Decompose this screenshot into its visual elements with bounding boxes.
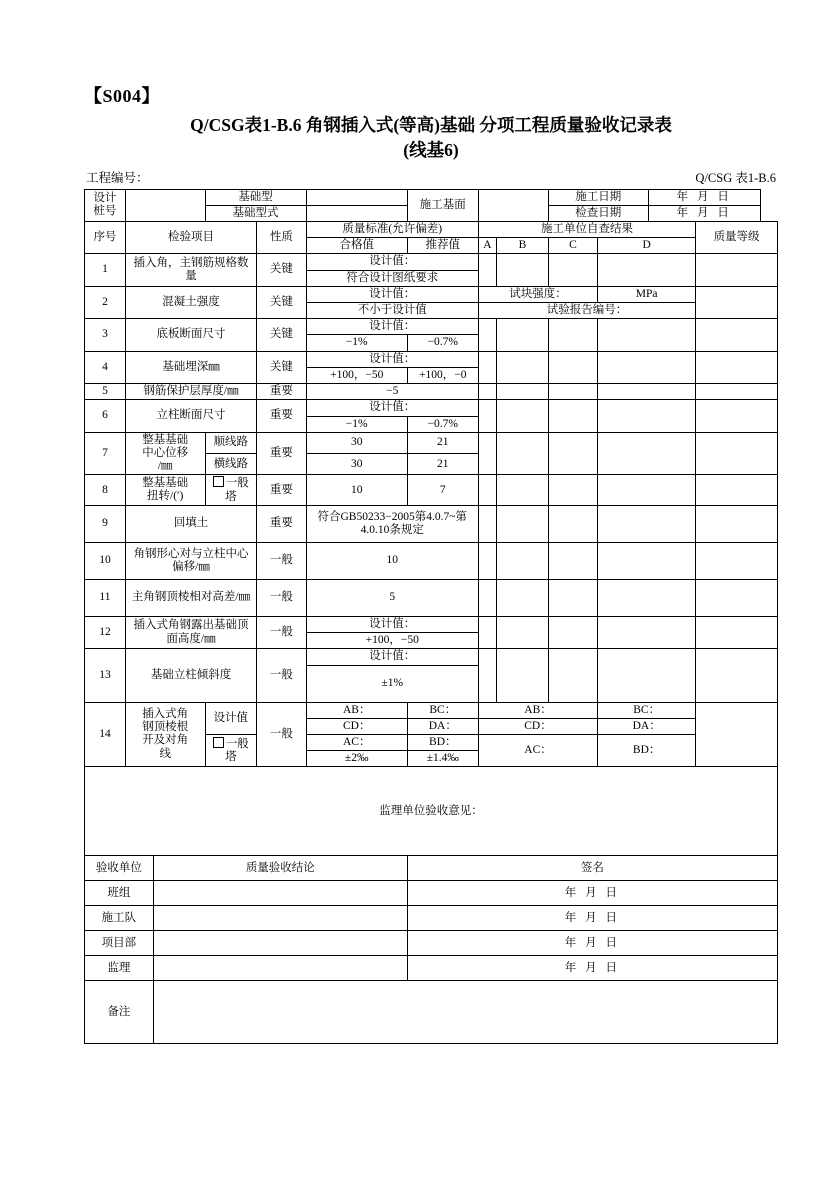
- row-item-line1: 整基基础: [142, 476, 189, 489]
- table-row: [85, 351, 778, 367]
- row-c[interactable]: [548, 400, 598, 432]
- row-checkbox-label: 一般塔: [225, 737, 249, 764]
- row-seq: 13: [85, 649, 126, 702]
- table-row: [85, 432, 778, 453]
- signature-row: [85, 881, 778, 906]
- row-grade[interactable]: [696, 384, 778, 400]
- row-d[interactable]: [598, 400, 696, 432]
- foundation-type-value[interactable]: [306, 189, 407, 205]
- pair-right-1: BC：: [407, 702, 478, 718]
- design-label-line2: 桩号: [93, 205, 117, 218]
- row-recommended: −0.7%: [407, 335, 478, 351]
- inspect-date-value[interactable]: 年 月 日: [648, 205, 760, 221]
- row-merged-value: 10: [306, 542, 478, 579]
- unit-sign-date[interactable]: 年 月 日: [407, 956, 777, 981]
- row-item: 主角钢顶棱相对高差/㎜: [125, 579, 256, 616]
- row-recommended: −0.7%: [407, 416, 478, 432]
- col-a: A: [478, 238, 496, 254]
- row-d[interactable]: [598, 616, 696, 648]
- row-item-line1: 插入式角: [142, 708, 189, 721]
- row-design-value-label: 设计值: [205, 702, 257, 734]
- row-b[interactable]: [497, 505, 549, 542]
- row-qualified: 30: [306, 432, 407, 453]
- col-c: C: [548, 238, 598, 254]
- row-c[interactable]: [548, 649, 598, 702]
- row-nature: 一般: [257, 649, 307, 702]
- row-merged-value: −5: [306, 384, 478, 400]
- row-qualified: 10: [306, 475, 407, 505]
- row-a[interactable]: [478, 649, 496, 702]
- unit-sign-date[interactable]: 年 月 日: [407, 881, 777, 906]
- row-d[interactable]: [598, 319, 696, 351]
- row-item: 混凝土强度: [125, 286, 256, 318]
- row-a[interactable]: [478, 351, 496, 383]
- row-nature: 一般: [257, 542, 307, 579]
- row-b[interactable]: [497, 432, 549, 475]
- row-item: 基础立柱倾斜度: [125, 649, 256, 702]
- row-design-label: 设计值：: [306, 649, 478, 665]
- row-nature: 关键: [257, 319, 307, 351]
- row-b[interactable]: [497, 319, 549, 351]
- unit-sign-date[interactable]: 年 月 日: [407, 931, 777, 956]
- row-grade[interactable]: [696, 542, 778, 579]
- row-item: 角钢形心对与立柱中心偏移/㎜: [125, 542, 256, 579]
- col-item: 检验项目: [125, 221, 256, 253]
- signature-header: 签名: [407, 856, 777, 881]
- supervision-opinion-row: [85, 767, 778, 856]
- table-row: [85, 702, 778, 718]
- row-nature: 关键: [257, 286, 307, 318]
- row-qualified: −1%: [306, 335, 407, 351]
- col-recommended: 推荐值: [407, 238, 478, 254]
- row-item-line2: 扭转/(′): [147, 490, 184, 503]
- col-qualified: 合格值: [306, 238, 407, 254]
- row-grade[interactable]: [696, 432, 778, 475]
- test-strength-label: 试块强度：: [478, 286, 597, 302]
- row-d[interactable]: [598, 505, 696, 542]
- row-d[interactable]: [598, 432, 696, 475]
- row-seq: 11: [85, 579, 126, 616]
- row-checkbox-cell[interactable]: [205, 475, 257, 505]
- row-nature: 一般: [257, 579, 307, 616]
- unit-conclusion[interactable]: [153, 931, 407, 956]
- row-nature: 重要: [257, 384, 307, 400]
- test-strength-unit: MPa: [598, 286, 696, 302]
- row-grade[interactable]: [696, 475, 778, 505]
- construction-base-label: 施工基面: [407, 189, 478, 221]
- row-c[interactable]: [548, 616, 598, 648]
- foundation-type-label: 基础型: [205, 189, 306, 205]
- form-no: Q/CSG 表1-B.6: [695, 170, 776, 185]
- unit-sign-date[interactable]: 年 月 日: [407, 906, 777, 931]
- unit-conclusion[interactable]: [153, 956, 407, 981]
- checkbox-icon[interactable]: [213, 737, 224, 748]
- row-grade[interactable]: [696, 351, 778, 383]
- table-row: [85, 649, 778, 665]
- row-b[interactable]: [497, 616, 549, 648]
- row-seq: 2: [85, 286, 126, 318]
- row-c[interactable]: [548, 254, 598, 286]
- row-design-label: 设计值：: [306, 351, 478, 367]
- row-nature: 关键: [257, 351, 307, 383]
- row-nature: 重要: [257, 475, 307, 505]
- row-item: 插入角，主钢筋规格数量: [125, 254, 256, 286]
- form-code: 【S004】: [84, 86, 161, 106]
- row-qualified: 30: [306, 454, 407, 475]
- row-b[interactable]: [497, 254, 549, 286]
- row-merged-value: +100，−50: [306, 633, 478, 649]
- row-seq: 4: [85, 351, 126, 383]
- table-row: [85, 286, 778, 302]
- row-item-line3: 开及对角: [142, 734, 189, 747]
- row-recommended: 21: [407, 454, 478, 475]
- test-report-no-label: 试验报告编号：: [478, 303, 695, 319]
- col-grade: 质量等级: [696, 221, 778, 253]
- row-b[interactable]: [497, 400, 549, 432]
- row-a[interactable]: [478, 475, 496, 505]
- col-seq: 序号: [85, 221, 126, 253]
- row-c[interactable]: [548, 505, 598, 542]
- construction-date-value[interactable]: 年 月 日: [648, 189, 760, 205]
- row-item: [125, 475, 205, 505]
- pair-left-3: AC：: [306, 734, 407, 750]
- row-grade[interactable]: [696, 702, 778, 767]
- row-subitem-2: 横线路: [205, 454, 257, 475]
- row-d[interactable]: [598, 254, 696, 286]
- row-d[interactable]: [598, 351, 696, 383]
- construction-base-value[interactable]: [478, 189, 548, 221]
- design-pile-no-value[interactable]: [125, 189, 205, 221]
- row-checkbox-label: 一般塔: [225, 477, 249, 503]
- col-nature: 性质: [257, 221, 307, 253]
- row-grade[interactable]: [696, 616, 778, 648]
- row-nature: 一般: [257, 702, 307, 767]
- row-a[interactable]: [478, 319, 496, 351]
- row-grade[interactable]: [696, 579, 778, 616]
- self-left-1[interactable]: AB：: [478, 702, 597, 718]
- row-seq: 6: [85, 400, 126, 432]
- row-d[interactable]: [598, 649, 696, 702]
- remark-label: 备注: [85, 981, 154, 1044]
- row-seq: 8: [85, 475, 126, 505]
- remark-value[interactable]: [153, 981, 777, 1044]
- row-item: 钢筋保护层厚度/㎜: [125, 384, 256, 400]
- pair-left-1: AB：: [306, 702, 407, 718]
- table-row: [85, 400, 778, 416]
- row-b[interactable]: [497, 579, 549, 616]
- row-merged-value: 符合设计图纸要求: [306, 270, 478, 286]
- table-row: [85, 384, 778, 400]
- col-d: D: [598, 238, 696, 254]
- document-title-line2: (线基6): [403, 139, 459, 160]
- row-checkbox-cell[interactable]: [205, 734, 257, 766]
- design-label-line1: 设计: [93, 192, 117, 204]
- row-recommended: ±1.4‰: [407, 751, 478, 767]
- row-a[interactable]: [478, 505, 496, 542]
- row-item-line2: 中心位移: [142, 447, 189, 459]
- row-d[interactable]: [598, 542, 696, 579]
- row-seq: 7: [85, 432, 126, 475]
- unit-name: 班组: [85, 881, 154, 906]
- row-d[interactable]: [598, 384, 696, 400]
- row-item-line4: 线: [159, 747, 171, 760]
- table-row: [85, 616, 778, 632]
- row-b[interactable]: [497, 351, 549, 383]
- conclusion-header: 质量验收结论: [153, 856, 407, 881]
- signature-header-row: [85, 856, 778, 881]
- row-b[interactable]: [497, 542, 549, 579]
- row-b[interactable]: [497, 475, 549, 505]
- row-merged-value: 5: [306, 579, 478, 616]
- row-merged-value: ±1%: [306, 665, 478, 702]
- checkbox-icon[interactable]: [213, 476, 224, 487]
- self-left-2[interactable]: CD：: [478, 718, 597, 734]
- row-item: [125, 432, 205, 475]
- document-title-line1: Q/CSG表1-B.6 角钢插入式(等高)基础 分项工程质量验收记录表: [190, 115, 672, 135]
- table-header-row-1: [85, 221, 778, 237]
- row-grade[interactable]: [696, 505, 778, 542]
- pair-right-3: BD：: [407, 734, 478, 750]
- signature-row: [85, 906, 778, 931]
- document-body: [84, 82, 778, 1044]
- unit-name: 项目部: [85, 931, 154, 956]
- self-right-3[interactable]: BD：: [598, 734, 696, 766]
- row-seq: 1: [85, 254, 126, 286]
- design-pile-no-label: [85, 189, 126, 221]
- row-a[interactable]: [478, 254, 496, 286]
- row-design-label: 设计值：: [306, 616, 478, 632]
- subheader-line: [86, 168, 776, 186]
- row-d[interactable]: [598, 475, 696, 505]
- col-self-check: 施工单位自查结果: [478, 221, 695, 237]
- row-merged-value: 符合GB50233−2005第4.0.7~第4.0.10条规定: [306, 505, 478, 542]
- signature-row: [85, 931, 778, 956]
- row-b[interactable]: [497, 649, 549, 702]
- construction-date-label: 施工日期: [548, 189, 648, 205]
- row-seq: 3: [85, 319, 126, 351]
- row-item-line2: 钢顶棱根: [142, 721, 189, 734]
- row-a[interactable]: [478, 542, 496, 579]
- row-grade[interactable]: [696, 254, 778, 286]
- row-c[interactable]: [548, 542, 598, 579]
- self-right-1[interactable]: BC：: [598, 702, 696, 718]
- row-a[interactable]: [478, 400, 496, 432]
- row-item-line1: 整基基础: [142, 433, 189, 446]
- pair-right-2: DA：: [407, 718, 478, 734]
- remark-row: [85, 981, 778, 1044]
- row-grade[interactable]: [696, 319, 778, 351]
- row-seq: 12: [85, 616, 126, 648]
- row-recommended: +100，−0: [407, 367, 478, 383]
- row-seq: 14: [85, 702, 126, 767]
- row-item: 插入式角钢露出基础顶面高度/㎜: [125, 616, 256, 648]
- row-design-label: 设计值：: [306, 319, 478, 335]
- unit-name: 监理: [85, 956, 154, 981]
- row-c[interactable]: [548, 475, 598, 505]
- row-recommended: 7: [407, 475, 478, 505]
- row-qualified: ±2‰: [306, 751, 407, 767]
- row-a[interactable]: [478, 579, 496, 616]
- row-seq: 10: [85, 542, 126, 579]
- row-c[interactable]: [548, 351, 598, 383]
- row-qualified: +100，−50: [306, 367, 407, 383]
- row-a[interactable]: [478, 384, 496, 400]
- row-b[interactable]: [497, 384, 549, 400]
- signature-row: [85, 956, 778, 981]
- inspect-date-label: 检查日期: [548, 205, 648, 221]
- row-d[interactable]: [598, 579, 696, 616]
- accept-unit-header: 验收单位: [85, 856, 154, 881]
- row-design-label: 设计值：: [306, 254, 478, 270]
- row-grade[interactable]: [696, 286, 778, 318]
- col-standard: 质量标准(允许偏差): [306, 221, 478, 237]
- row-c[interactable]: [548, 579, 598, 616]
- row-item-line3: /㎜: [157, 460, 173, 473]
- row-c[interactable]: [548, 432, 598, 475]
- row-item: 基础埋深㎜: [125, 351, 256, 383]
- row-nature: 重要: [257, 432, 307, 475]
- row-design-label: 设计值：: [306, 400, 478, 416]
- self-right-2[interactable]: DA：: [598, 718, 696, 734]
- row-item: 立柱断面尺寸: [125, 400, 256, 432]
- row-recommended: 21: [407, 432, 478, 453]
- table-row: [85, 542, 778, 579]
- row-item: [125, 702, 205, 767]
- row-nature: 重要: [257, 505, 307, 542]
- unit-name: 施工队: [85, 906, 154, 931]
- row-nature: 重要: [257, 400, 307, 432]
- table-row: [85, 475, 778, 505]
- row-nature: 一般: [257, 616, 307, 648]
- row-grade[interactable]: [696, 400, 778, 432]
- col-b: B: [497, 238, 549, 254]
- row-subitem-1: 顺线路: [205, 432, 257, 453]
- pair-left-2: CD：: [306, 718, 407, 734]
- row-nature: 关键: [257, 254, 307, 286]
- row-design-label: 设计值：: [306, 286, 478, 302]
- row-item: 回填土: [125, 505, 256, 542]
- row-qualified: −1%: [306, 416, 407, 432]
- table-row: [85, 254, 778, 270]
- info-row-1: [85, 189, 778, 205]
- table-row: [85, 579, 778, 616]
- unit-conclusion[interactable]: [153, 906, 407, 931]
- row-c[interactable]: [548, 319, 598, 351]
- row-item: 底板断面尺寸: [125, 319, 256, 351]
- self-left-3[interactable]: AC：: [478, 734, 597, 766]
- project-no-label: 工程编号：: [86, 170, 149, 185]
- row-seq: 5: [85, 384, 126, 400]
- supervision-opinion[interactable]: 监理单位验收意见：: [85, 767, 778, 856]
- unit-conclusion[interactable]: [153, 881, 407, 906]
- row-grade[interactable]: [696, 649, 778, 702]
- row-c[interactable]: [548, 384, 598, 400]
- inspection-table: [84, 189, 778, 1045]
- row-seq: 9: [85, 505, 126, 542]
- table-row: [85, 505, 778, 542]
- row-merged-value: 不小于设计值: [306, 303, 478, 319]
- foundation-form-label: 基础型式: [205, 205, 306, 221]
- table-row: [85, 319, 778, 335]
- row-a[interactable]: [478, 616, 496, 648]
- foundation-form-value[interactable]: [306, 205, 407, 221]
- row-a[interactable]: [478, 432, 496, 475]
